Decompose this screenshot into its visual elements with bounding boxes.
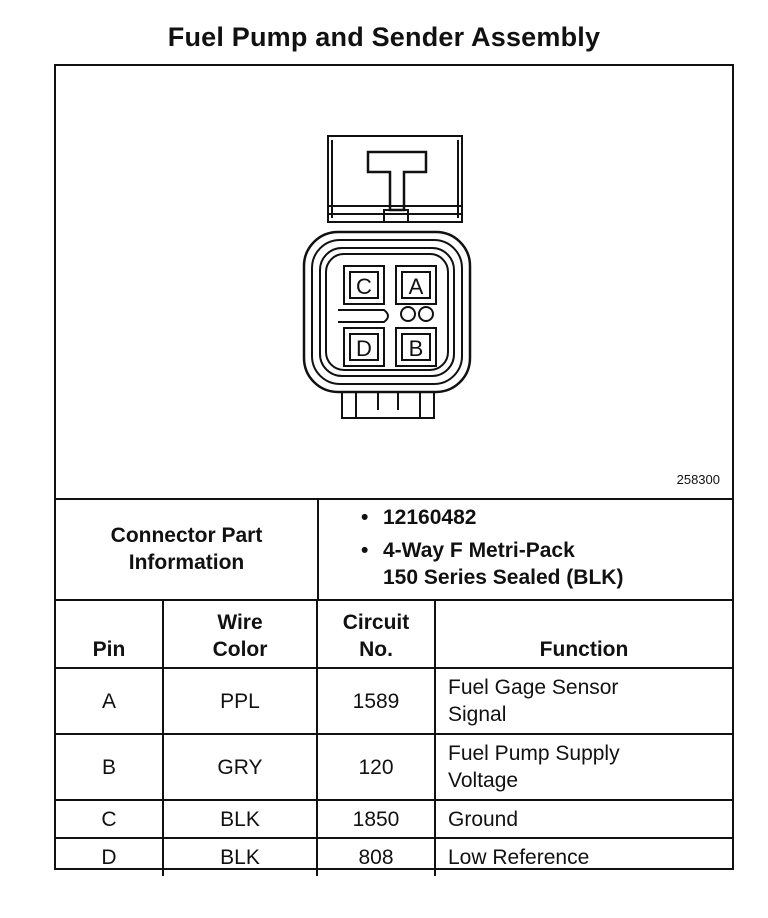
cell-circuit: 1850 bbox=[317, 800, 435, 838]
header-wire-color bbox=[163, 601, 317, 668]
header-wire-color-line1: Wire bbox=[217, 611, 263, 634]
connector-face-drawing bbox=[56, 66, 732, 498]
cell-color: GRY bbox=[163, 734, 317, 800]
page-title: Fuel Pump and Sender Assembly bbox=[167, 22, 601, 52]
header-circuit-line2: No. bbox=[359, 638, 393, 661]
connector-diagram bbox=[56, 66, 732, 500]
cell-pin: D bbox=[56, 838, 163, 876]
cell-pin: A bbox=[56, 668, 163, 734]
connector-info-label-line2: Information bbox=[128, 550, 245, 574]
connector-info-label bbox=[56, 498, 319, 599]
part-number-item bbox=[319, 504, 732, 531]
description-line2: 150 Series Sealed (BLK) bbox=[383, 566, 624, 589]
cell-color: BLK bbox=[163, 800, 317, 838]
description-item bbox=[319, 537, 732, 564]
bullet-icon: • bbox=[361, 506, 369, 529]
cell-circuit: 808 bbox=[317, 838, 435, 876]
connector-sheet bbox=[54, 64, 734, 870]
cell-function: Low Reference bbox=[435, 838, 732, 876]
cell-color: BLK bbox=[163, 838, 317, 876]
bullet-icon: • bbox=[361, 539, 369, 562]
connector-info-section bbox=[56, 498, 732, 601]
description-line1: 4-Way F Metri-Pack bbox=[383, 539, 575, 562]
header-function: Function bbox=[435, 601, 732, 668]
table-row bbox=[56, 800, 732, 838]
key-circle-left bbox=[401, 307, 415, 321]
header-circuit bbox=[317, 601, 435, 668]
pin-label-a: A bbox=[408, 274, 424, 299]
table-row bbox=[56, 668, 732, 734]
table-header-row bbox=[56, 601, 732, 668]
header-circuit-line1: Circuit bbox=[342, 611, 410, 634]
cell-pin: B bbox=[56, 734, 163, 800]
table-row bbox=[56, 734, 732, 800]
cell-color: PPL bbox=[163, 668, 317, 734]
description-item-cont bbox=[319, 564, 732, 591]
part-number: 12160482 bbox=[383, 506, 477, 529]
header-wire-color-line2: Color bbox=[212, 638, 268, 661]
cell-function-line1: Fuel Pump Supply bbox=[448, 742, 620, 765]
pin-label-c: C bbox=[356, 274, 372, 299]
cell-function-line2: Voltage bbox=[448, 769, 519, 792]
pinout-table bbox=[56, 601, 732, 876]
cell-circuit: 1589 bbox=[317, 668, 435, 734]
cell-pin: C bbox=[56, 800, 163, 838]
cell-circuit: 120 bbox=[317, 734, 435, 800]
cell-function bbox=[435, 734, 732, 800]
cell-function: Ground bbox=[435, 800, 732, 838]
cell-function-line1: Fuel Gage Sensor bbox=[448, 676, 619, 699]
latch-tab bbox=[368, 152, 426, 210]
connector-info-label-line1: Connector Part bbox=[110, 523, 263, 547]
pin-label-b: B bbox=[408, 336, 424, 361]
pin-label-d: D bbox=[356, 336, 372, 361]
table-row bbox=[56, 838, 732, 876]
header-pin: Pin bbox=[56, 601, 163, 668]
cell-function bbox=[435, 668, 732, 734]
connector-info-details bbox=[319, 504, 732, 591]
cell-function-line2: Signal bbox=[448, 703, 507, 726]
key-circle-right bbox=[419, 307, 433, 321]
figure-number: 258300 bbox=[676, 472, 720, 487]
